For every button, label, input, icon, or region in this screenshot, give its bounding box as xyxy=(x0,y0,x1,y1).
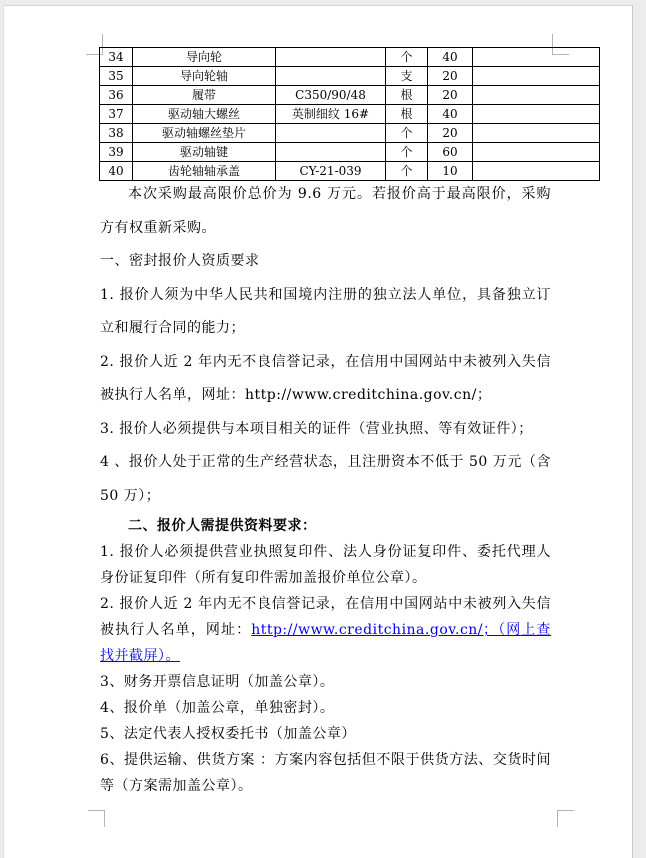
document-body-text xyxy=(100,178,551,799)
cell-spec: 英制细纹 16# xyxy=(276,105,386,124)
cell-unit: 个 xyxy=(386,48,428,67)
table-row xyxy=(100,124,600,143)
cell-qty: 60 xyxy=(428,143,473,162)
cell-qty: 10 xyxy=(428,162,473,181)
margin-mark-bottom-left xyxy=(88,810,105,827)
cell-qty: 20 xyxy=(428,86,473,105)
cell-no: 39 xyxy=(100,143,133,162)
table-row xyxy=(100,105,600,124)
cell-qty: 40 xyxy=(428,48,473,67)
section1-item-2: 2. 报价人近 2 年内无不良信誉记录，在信用中国网站中未被列入失信被执行人名单，网址：http://www.creditchina.gov.cn/； xyxy=(100,353,551,403)
cell-qty: 20 xyxy=(428,67,473,86)
cell-name: 履带 xyxy=(133,86,276,105)
section2-item-1: 1. 报价人必须提供营业执照复印件、法人身份证复印件、委托代理人身份证复印件（所有复印件需加盖报价单位公章）。 xyxy=(100,544,551,586)
cell-spec xyxy=(276,48,386,67)
cell-name: 导向轮轴 xyxy=(133,67,276,86)
cell-spec xyxy=(276,124,386,143)
section2-item-2-text: 2. 报价人近 2 年内无不良信誉记录，在信用中国网站中未被列入失信被执行人名单，网址： xyxy=(100,596,551,638)
table-row xyxy=(100,48,600,67)
cell-remark xyxy=(473,143,600,162)
cell-qty: 40 xyxy=(428,105,473,124)
cell-spec: C350/90/48 xyxy=(276,86,386,105)
cell-name: 导向轮 xyxy=(133,48,276,67)
section2-item-2 xyxy=(100,591,551,669)
section1-item-3: 3. 报价人必须提供与本项目相关的证件（营业执照、等有效证件）； xyxy=(100,420,533,437)
cell-unit: 根 xyxy=(386,86,428,105)
cell-remark xyxy=(473,105,600,124)
section1-heading: 一、密封报价人资质要求 xyxy=(100,253,260,269)
section2-item-4: 4、报价单（加盖公章，单独密封）。 xyxy=(100,700,335,716)
cell-no: 34 xyxy=(100,48,133,67)
cell-remark xyxy=(473,67,600,86)
table-row xyxy=(100,86,600,105)
margin-mark-bottom-right xyxy=(557,810,574,827)
cell-no: 35 xyxy=(100,67,133,86)
cell-unit: 支 xyxy=(386,67,428,86)
cell-unit: 个 xyxy=(386,143,428,162)
section2-item-6: 6、提供运输、供货方案 ：方案内容包括但不限于供货方法、交货时间等（方案需加盖公章）。 xyxy=(100,752,551,794)
cell-no: 37 xyxy=(100,105,133,124)
creditchina-hyperlink[interactable]: http://www.creditchina.gov.cn/；（网上查找并截屏）。 xyxy=(100,622,551,664)
cell-spec xyxy=(276,67,386,86)
parts-table xyxy=(99,47,600,181)
cell-no: 38 xyxy=(100,124,133,143)
section2-item-5: 5、法定代表人授权委托书（加盖公章） xyxy=(100,726,356,742)
section2-heading: 二、报价人需提供资料要求： xyxy=(128,518,317,534)
cell-remark xyxy=(473,86,600,105)
cell-spec: CY-21-039 xyxy=(276,162,386,181)
cell-name: 驱动轴键 xyxy=(133,143,276,162)
table-row xyxy=(100,143,600,162)
cell-name: 驱动轴大螺丝 xyxy=(133,105,276,124)
section1-item-1: 1. 报价人须为中华人民共和国境内注册的独立法人单位，具备独立订立和履行合同的能力； xyxy=(100,286,551,336)
cell-unit: 个 xyxy=(386,124,428,143)
cell-no: 40 xyxy=(100,162,133,181)
cell-remark xyxy=(473,124,600,143)
section1-item-4: 4 、报价人处于正常的生产经营状态，且注册资本不低于 50 万元（含 50 万）； xyxy=(100,454,551,504)
cell-spec xyxy=(276,143,386,162)
cell-qty: 20 xyxy=(428,124,473,143)
cell-no: 36 xyxy=(100,86,133,105)
section2-item-3: 3、财务开票信息证明（加盖公章）。 xyxy=(100,674,335,690)
intro-paragraph: 本次采购最高限价总价为 9.6 万元。若报价高于最高限价，采购方有权重新采购。 xyxy=(100,186,551,236)
cell-unit: 根 xyxy=(386,105,428,124)
cell-remark xyxy=(473,48,600,67)
cell-unit: 个 xyxy=(386,162,428,181)
cell-name: 齿轮轴轴承盖 xyxy=(133,162,276,181)
cell-name: 驱动轴螺丝垫片 xyxy=(133,124,276,143)
table-row xyxy=(100,67,600,86)
